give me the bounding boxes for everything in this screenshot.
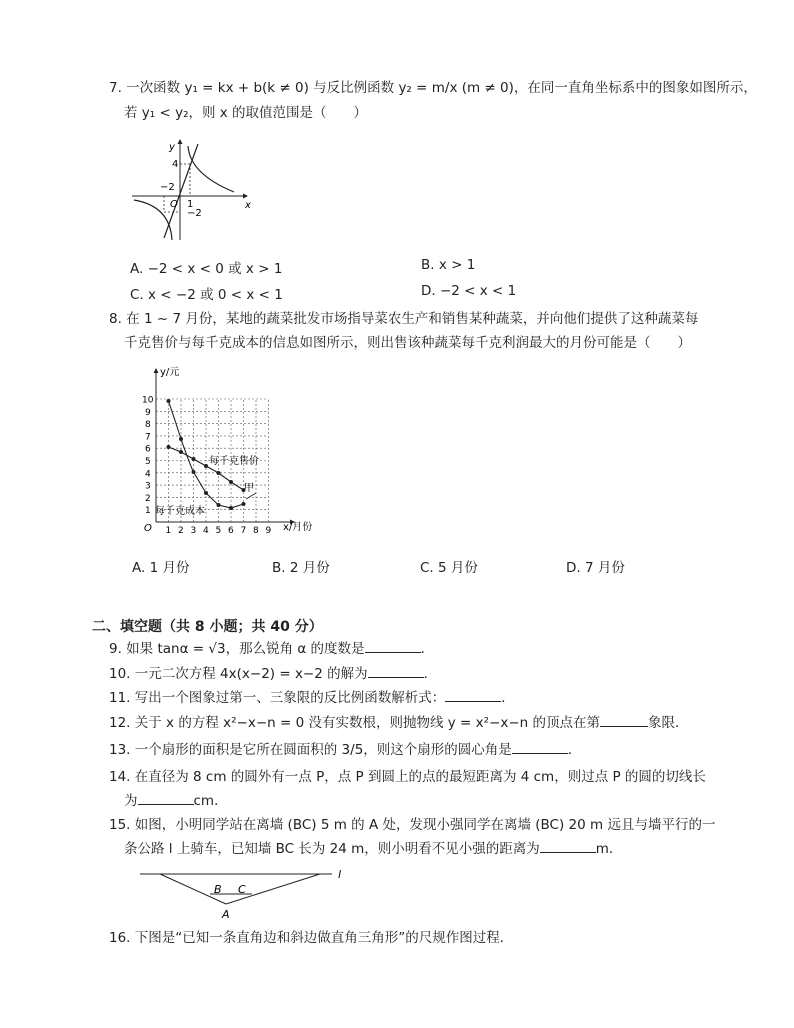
q15-end: m． bbox=[595, 841, 623, 857]
q8-y-tick-label: 2 bbox=[145, 493, 151, 504]
q7-y-label: y bbox=[169, 142, 175, 153]
q14-text: 为 bbox=[124, 793, 138, 809]
q13-answer-blank[interactable] bbox=[512, 741, 568, 754]
q12-end: 象限． bbox=[648, 715, 689, 731]
q14-stem-line2 bbox=[124, 792, 228, 810]
q11-stem bbox=[109, 689, 515, 707]
q15-stem-line1: 15. 如图，小明同学站在离墙 (BC) 5 m 的 A 处，发现小强同学在离墙 (BC) 20 m 远且与墙平行的一 bbox=[109, 817, 716, 833]
q14-answer-blank[interactable] bbox=[138, 792, 194, 805]
q14-stem-line1: 14. 在直径为 8 cm 的圆外有一点 P，点 P 到圆上的点的最短距离为 4 cm，则过点 P 的圆的切线长 bbox=[109, 769, 706, 785]
q8-cost-point bbox=[179, 437, 183, 441]
q8-graph bbox=[140, 365, 325, 540]
q8-cost-point bbox=[167, 399, 171, 403]
q8-price-point bbox=[229, 480, 233, 484]
q7-stem-line2: 若 y₁ < y₂，则 x 的取值范围是（ ） bbox=[124, 105, 368, 121]
q16-stem: 16. 下图是“已知一条直角边和斜边做直角三角形”的尺规作图过程． bbox=[109, 930, 514, 946]
q15-text: 条公路 l 上骑车，已知墙 BC 长为 24 m，则小明看不见小强的距离为 bbox=[124, 841, 540, 857]
q8-y-tick-label: 4 bbox=[145, 469, 151, 480]
q15-label-c: C bbox=[238, 883, 246, 896]
q7-option-c[interactable]: C. x < −2 或 0 < x < 1 bbox=[130, 287, 283, 303]
q7-x-arrow bbox=[243, 194, 248, 199]
q13-text: 13. 一个扇形的面积是它所在圆面积的 3/5，则这个扇形的圆心角是 bbox=[109, 742, 512, 758]
q8-y-tick-label: 3 bbox=[145, 481, 151, 492]
q8-x-tick-label: 6 bbox=[228, 526, 234, 536]
q7-option-d[interactable]: D. −2 < x < 1 bbox=[421, 283, 517, 299]
q8-price-point bbox=[167, 445, 171, 449]
q8-option-c[interactable]: C. 5 月份 bbox=[420, 560, 478, 576]
q8-origin-label: O bbox=[144, 523, 152, 534]
q8-y-tick-label: 5 bbox=[145, 457, 151, 467]
q11-answer-blank[interactable] bbox=[445, 689, 501, 702]
q8-x-tick-label: 8 bbox=[253, 526, 259, 536]
q9-text: 9. 如果 tanα = √3，那么锐角 α 的度数是 bbox=[109, 641, 365, 657]
q15-stem-line2 bbox=[124, 840, 622, 858]
q8-y-tick-label: 1 bbox=[145, 506, 151, 517]
q7-tick-neg2-y: −2 bbox=[187, 208, 202, 219]
q15-answer-blank[interactable] bbox=[540, 840, 596, 853]
q8-stem-line1: 8. 在 1 ~ 7 月份，某地的蔬菜批发市场指导菜农生产和销售某种蔬菜，并向他们提供了这种蔬菜每 bbox=[109, 311, 699, 327]
q8-jia-label: 甲 bbox=[244, 483, 254, 494]
q9-stem bbox=[109, 640, 434, 658]
q15-label-a: A bbox=[222, 908, 230, 921]
q8-option-a[interactable]: A. 1 月份 bbox=[132, 560, 190, 576]
q8-x-tick-label: 3 bbox=[190, 526, 197, 536]
q8-x-tick-label: 5 bbox=[215, 526, 222, 536]
q7-option-a[interactable]: A. −2 < x < 0 或 x > 1 bbox=[130, 261, 283, 277]
q7-option-b[interactable]: B. x > 1 bbox=[421, 257, 476, 273]
q9-answer-blank[interactable] bbox=[365, 640, 421, 653]
q8-cost-point bbox=[204, 491, 208, 495]
q8-price-point bbox=[204, 464, 208, 468]
q10-end: ． bbox=[423, 666, 438, 682]
q8-y-tick-label: 8 bbox=[145, 420, 151, 431]
q8-x-tick-label: 9 bbox=[265, 526, 272, 536]
q7-graph bbox=[130, 136, 255, 244]
q8-x-tick-label: 4 bbox=[203, 526, 209, 536]
q8-x-tick-label: 2 bbox=[178, 526, 184, 536]
q8-y-tick-label: 10 bbox=[142, 395, 154, 406]
q7-hyperbola-branch-2 bbox=[134, 200, 172, 240]
q8-cost-point bbox=[229, 506, 233, 510]
q8-y-tick-label: 6 bbox=[145, 444, 151, 455]
q7-y-arrow bbox=[178, 139, 183, 144]
q8-price-point bbox=[179, 450, 183, 454]
q9-end: ． bbox=[420, 641, 435, 657]
q8-option-d[interactable]: D. 7 月份 bbox=[566, 560, 625, 576]
q8-cost-point bbox=[192, 470, 196, 474]
q11-text: 11. 写出一个图象过第一、三象限的反比例函数解析式： bbox=[109, 690, 446, 706]
q8-stem-line2: 千克售价与每千克成本的信息如图所示，则出售该种蔬菜每千克利润最大的月份可能是（ ） bbox=[124, 335, 691, 351]
q8-y-tick-label: 7 bbox=[145, 432, 151, 443]
q7-stem-line1: 7. 一次函数 y₁ = kx + b(k ≠ 0) 与反比例函数 y₂ = m/x (m ≠ 0)，在同一直角坐标系中的图象如图所示， bbox=[109, 80, 757, 96]
q12-stem bbox=[109, 714, 689, 732]
q10-answer-blank[interactable] bbox=[368, 665, 424, 678]
q8-x-label: x/月份 bbox=[283, 522, 313, 533]
q11-end: ． bbox=[501, 690, 515, 706]
q12-text: 12. 关于 x 的方程 x²−x−n = 0 没有实数根，则抛物线 y = x²−x−n 的顶点在第 bbox=[109, 715, 601, 731]
q7-origin-label: O bbox=[170, 199, 178, 210]
q8-cost-point bbox=[242, 502, 246, 506]
q8-price-point bbox=[192, 457, 196, 461]
q8-x-tick-label: 7 bbox=[240, 526, 247, 536]
q7-tick-neg2-x: −2 bbox=[160, 182, 175, 193]
q15-label-l: l bbox=[338, 868, 342, 881]
q8-cost-label: 每千克成本 bbox=[155, 506, 205, 517]
q10-stem bbox=[109, 665, 437, 683]
q13-stem bbox=[109, 741, 581, 759]
q15-label-b: B bbox=[214, 883, 222, 896]
q7-tick-4: 4 bbox=[172, 159, 179, 170]
q15-figure bbox=[130, 862, 360, 924]
q8-cost-point bbox=[217, 503, 221, 507]
q8-price-point bbox=[217, 471, 221, 475]
q10-text: 10. 一元二次方程 4x(x−2) = x−2 的解为 bbox=[109, 666, 368, 682]
q8-price-label: 每千克售价 bbox=[209, 456, 259, 467]
q12-answer-blank[interactable] bbox=[600, 714, 648, 727]
q7-tick-1: 1 bbox=[187, 199, 194, 210]
section-title: 二、填空题（共 8 小题；共 40 分） bbox=[92, 619, 323, 635]
q8-y-label: y/元 bbox=[160, 367, 180, 378]
q8-option-b[interactable]: B. 2 月份 bbox=[272, 560, 330, 576]
q13-end: ． bbox=[567, 742, 582, 758]
q14-end: cm． bbox=[193, 793, 228, 809]
q8-y-arrow bbox=[154, 368, 159, 373]
q8-x-tick-label: 1 bbox=[165, 526, 172, 536]
q7-x-label: x bbox=[245, 200, 251, 211]
q8-y-tick-label: 9 bbox=[145, 407, 151, 418]
